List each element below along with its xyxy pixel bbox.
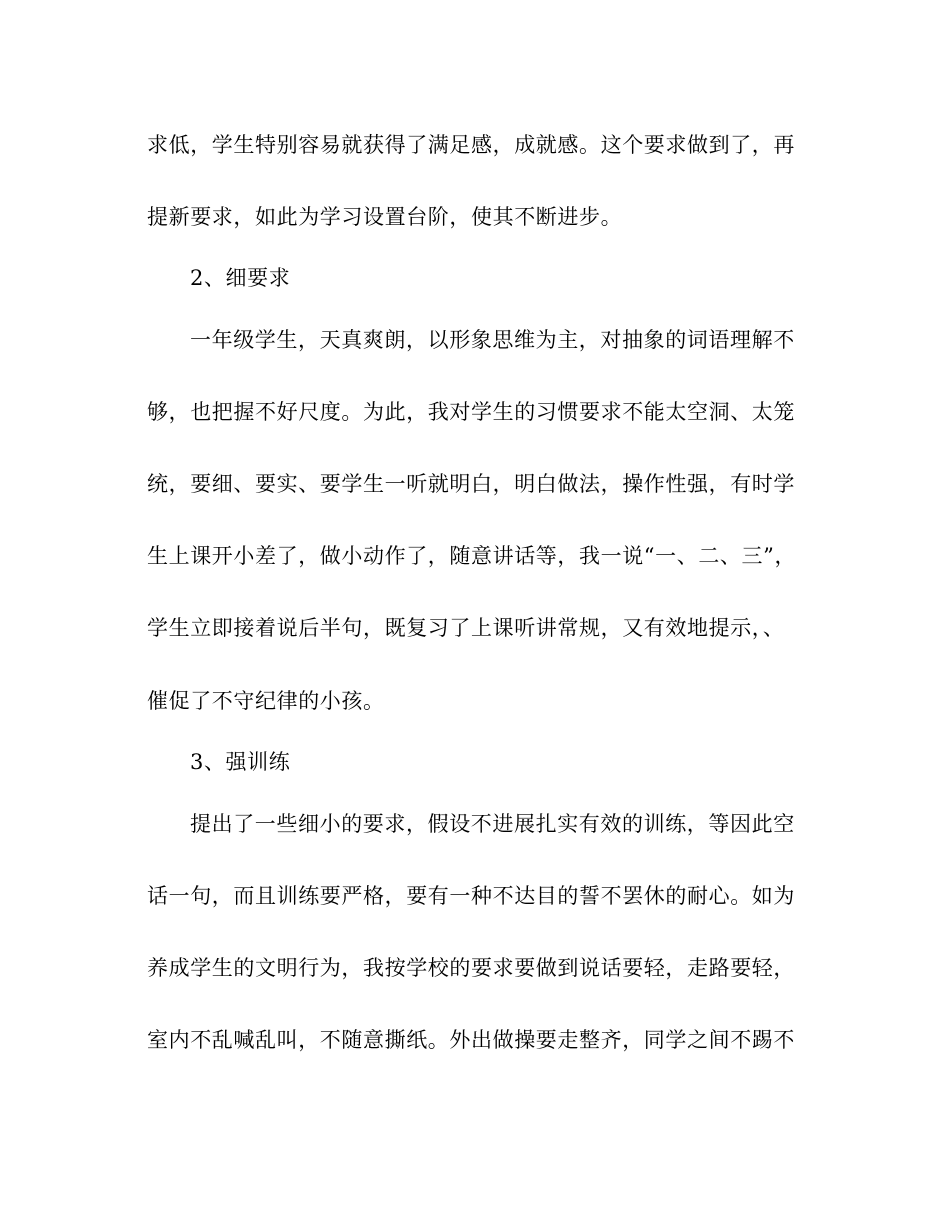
- text-line: 提出了一些细小的要求，假设不进展扎实有效的训练，等因此空: [190, 812, 795, 836]
- text-line: 求低，学生特别容易就获得了满足感，成就感。这个要求做到了，再: [147, 133, 795, 157]
- section-heading: 3、强训练: [190, 750, 291, 774]
- text-line: 统，要细、要实、要学生一听就明白，明白做法，操作性强，有时学: [147, 472, 795, 496]
- text-line: 生上课开小差了，做小动作了，随意讲话等，我一说“一、二、三”，: [147, 544, 797, 568]
- text-line: 养成学生的文明行为，我按学校的要求要做到说话要轻，走路要轻，: [147, 956, 795, 980]
- text-line: 提新要求，如此为学习设置台阶，使其不断进步。: [147, 205, 623, 229]
- text-line: 一年级学生，天真爽朗，以形象思维为主，对抽象的词语理解不: [190, 328, 795, 352]
- text-line: 室内不乱喊乱叫，不随意撕纸。外出做操要走整齐，同学之间不踢不: [147, 1028, 795, 1052]
- section-heading: 2、细要求: [190, 266, 291, 290]
- text-line: 学生立即接着说后半句，既复习了上课听讲常规，又有效地提示，、: [147, 616, 785, 640]
- text-line: 催促了不守纪律的小孩。: [147, 689, 385, 713]
- text-line: 够，也把握不好尺度。为此，我对学生的习惯要求不能太空洞、太笼: [147, 400, 795, 424]
- text-line: 话一句，而且训练要严格，要有一种不达目的誓不罢休的耐心。如为: [147, 884, 795, 908]
